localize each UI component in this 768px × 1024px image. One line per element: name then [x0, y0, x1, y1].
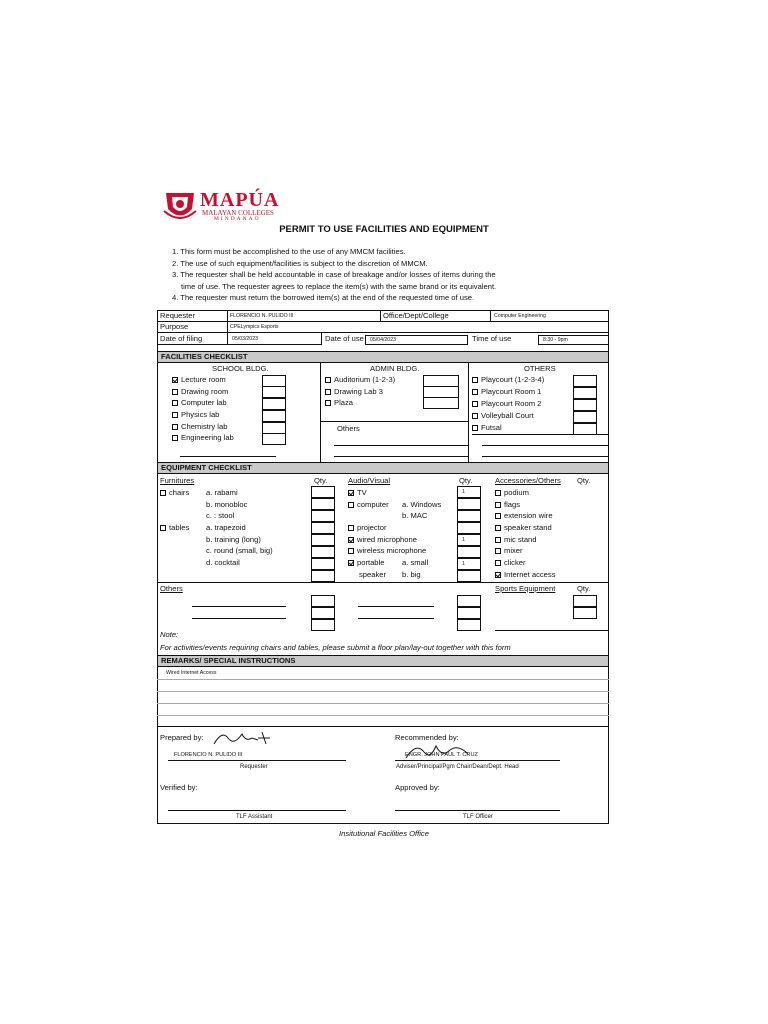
- use-value[interactable]: 05/04/2023: [370, 337, 396, 343]
- acc-heading: Accessories/Others: [495, 476, 561, 485]
- others-list: [472, 375, 544, 435]
- chairs-option[interactable]: chairs: [160, 488, 189, 497]
- remarks-header: REMARKS/ SPECIAL INSTRUCTIONS: [157, 655, 609, 667]
- rule-item: 3. The requester shall be held accountable in case of breakage and/or losses of items during the: [172, 270, 496, 279]
- checkbox-icon[interactable]: [495, 490, 501, 496]
- recommended-name: ENGR. JOHN PAUL T. CRUZ: [405, 752, 478, 758]
- checkbox-icon[interactable]: [160, 490, 166, 496]
- acc-podium[interactable]: podium: [495, 488, 556, 500]
- equip-others-label: Others: [160, 584, 183, 593]
- facility-playcourt-room-1[interactable]: Playcourt Room 1: [472, 387, 544, 399]
- acc-internet[interactable]: Internet access: [495, 570, 556, 582]
- facility-drawing-lab-3[interactable]: Drawing Lab 3: [325, 387, 395, 399]
- verified-role: TLF Assistant: [236, 814, 273, 820]
- time-label: Time of use: [472, 334, 512, 343]
- tv-qty[interactable]: 1: [462, 489, 465, 495]
- checkbox-checked-icon[interactable]: [348, 537, 354, 543]
- logo-subtitle: MALAYAN COLLEGES: [202, 209, 274, 217]
- speaker-small: a. small: [402, 558, 429, 567]
- computer-windows: a. Windows: [402, 500, 442, 509]
- checkbox-icon[interactable]: [348, 502, 354, 508]
- checkbox-checked-icon[interactable]: [172, 377, 178, 383]
- purpose-value[interactable]: CPELympics Esports: [230, 324, 279, 330]
- tables-option[interactable]: tables: [160, 523, 189, 532]
- others-heading: OTHERS: [524, 364, 556, 373]
- sports-qty-label: Qty.: [577, 584, 591, 593]
- facility-lecture-room[interactable]: Lecture room: [172, 375, 234, 387]
- time-value[interactable]: 8:30 - 9pm: [543, 337, 568, 343]
- facility-engineering-lab[interactable]: Engineering lab: [172, 433, 234, 445]
- speaker-small-qty[interactable]: 1: [462, 561, 465, 567]
- table-item: a. trapezoid: [206, 523, 246, 532]
- checkbox-icon[interactable]: [348, 548, 354, 554]
- mapua-logo: [162, 189, 302, 223]
- facility-volleyball-court[interactable]: Volleyball Court: [472, 411, 544, 423]
- form-title: PERMIT TO USE FACILITIES AND EQUIPMENT: [279, 224, 489, 235]
- prepared-label: Prepared by:: [160, 733, 204, 742]
- use-label: Date of use: [325, 334, 364, 343]
- checkbox-icon[interactable]: [472, 413, 478, 419]
- wired-mic-qty[interactable]: 1: [462, 537, 465, 543]
- computer-mac: b. MAC: [402, 511, 428, 520]
- av-qty-label: Qty.: [459, 476, 473, 485]
- acc-extension-wire[interactable]: extension wire: [495, 511, 556, 523]
- footer-office: Insitutional Facilities Office: [339, 829, 429, 838]
- av-portable[interactable]: portable: [348, 558, 384, 567]
- office-label: Office/Dept/College: [383, 311, 449, 320]
- note-label: Note:: [160, 630, 179, 639]
- furnitures-heading: Furnitures: [160, 476, 195, 485]
- acc-list: [495, 488, 556, 582]
- requester-value[interactable]: FLORENCIO N. PULIDO III: [230, 313, 294, 319]
- facility-drawing-room[interactable]: Drawing room: [172, 387, 234, 399]
- admin-list: [325, 375, 395, 410]
- prepared-name: FLORENCIO N. PULIDO III: [174, 752, 243, 758]
- speaker-label: speaker: [359, 570, 387, 579]
- rule-item: time of use. The requester agrees to replace the item(s) with the same brand or its equivalent.: [181, 281, 497, 291]
- checkbox-icon[interactable]: [472, 377, 478, 383]
- facility-futsal[interactable]: Futsal: [472, 423, 544, 435]
- approved-role: TLF Officer: [463, 814, 493, 820]
- recommended-label: Recommended by:: [395, 733, 459, 742]
- logo-subtitle-2: MINDANAO: [214, 216, 261, 222]
- acc-mic-stand[interactable]: mic stand: [495, 535, 556, 547]
- checkbox-icon[interactable]: [348, 525, 354, 531]
- checkbox-checked-icon[interactable]: [348, 490, 354, 496]
- filing-label: Date of filing: [160, 334, 203, 343]
- office-value[interactable]: Computer Engineering: [494, 313, 546, 319]
- acc-flags[interactable]: flags: [495, 500, 556, 512]
- checkbox-icon[interactable]: [495, 560, 501, 566]
- av-wired-mic[interactable]: wired microphone: [348, 535, 417, 544]
- checkbox-icon[interactable]: [172, 400, 178, 406]
- checkbox-icon[interactable]: [160, 525, 166, 531]
- checkbox-icon[interactable]: [495, 513, 501, 519]
- acc-qty-label: Qty.: [577, 476, 591, 485]
- chair-item: a. rabami: [206, 488, 238, 497]
- rules-list: [172, 247, 592, 305]
- checkbox-icon[interactable]: [172, 424, 178, 430]
- verified-label: Verified by:: [160, 783, 198, 792]
- av-projector[interactable]: projector: [348, 523, 387, 532]
- speaker-big: b. big: [402, 570, 421, 579]
- signature-prepared: [212, 728, 272, 750]
- rule-item: 4. The requester must return the borrowed item(s) at the end of the requested time of use.: [172, 293, 475, 302]
- logo-name: MAPÚA: [200, 189, 280, 211]
- admin-heading: ADMIN BLDG.: [370, 364, 420, 373]
- checkbox-icon[interactable]: [172, 435, 178, 441]
- recommended-role: Adviser/Principal/Pgm Chair/Dean/Dept. Head: [396, 764, 519, 770]
- checkbox-checked-icon[interactable]: [348, 560, 354, 566]
- facility-playcourt[interactable]: Playcourt (1-2-3-4): [472, 375, 544, 387]
- checkbox-icon[interactable]: [495, 537, 501, 543]
- checkbox-icon[interactable]: [325, 400, 331, 406]
- av-computer[interactable]: computer: [348, 500, 389, 509]
- facility-physics-lab[interactable]: Physics lab: [172, 410, 234, 422]
- facility-auditorium[interactable]: Auditorium (1-2-3): [325, 375, 395, 387]
- chair-item: c. : stool: [206, 511, 235, 521]
- checkbox-icon[interactable]: [495, 525, 501, 531]
- requester-label: Requester: [160, 311, 196, 320]
- checkbox-icon[interactable]: [472, 425, 478, 431]
- purpose-label: Purpose: [160, 322, 189, 331]
- checkbox-icon[interactable]: [325, 389, 331, 395]
- sports-label: Sports Equipment: [495, 584, 556, 593]
- checkbox-icon[interactable]: [495, 502, 501, 508]
- av-heading: Audio/Visual: [348, 476, 391, 485]
- facility-plaza[interactable]: Plaza: [325, 398, 395, 410]
- checkbox-icon[interactable]: [472, 389, 478, 395]
- furn-qty-label: Qty.: [314, 476, 328, 485]
- equipment-header: EQUIPMENT CHECKLIST: [157, 462, 609, 474]
- note-text: For activities/events requiring chairs and tables, please submit a floor plan/lay-out together with this form: [160, 643, 511, 652]
- school-heading: SCHOOL BLDG.: [212, 364, 269, 373]
- rule-item: 2. The use of such equipment/facilities is subject to the discretion of MMCM.: [172, 258, 428, 268]
- chair-types: [206, 488, 247, 523]
- prepared-role: Requester: [240, 764, 268, 770]
- chair-item: b. monobloc: [206, 499, 248, 509]
- checkbox-icon[interactable]: [472, 401, 478, 407]
- table-item: b. training (long): [206, 534, 261, 544]
- table-types: [206, 523, 273, 570]
- checkbox-icon[interactable]: [325, 377, 331, 383]
- facility-computer-lab[interactable]: Computer lab: [172, 398, 234, 410]
- table-item: d. cocktail: [206, 558, 240, 568]
- acc-speaker-stand[interactable]: speaker stand: [495, 523, 556, 535]
- av-tv[interactable]: TV: [348, 488, 367, 497]
- checkbox-icon[interactable]: [172, 389, 178, 395]
- shield-icon: [162, 189, 198, 223]
- checkbox-checked-icon[interactable]: [495, 572, 501, 578]
- approved-label: Approved by:: [395, 783, 440, 792]
- acc-clicker[interactable]: clicker: [495, 558, 556, 570]
- rule-item: 1. This form must be accomplished to the use of any MMCM facilities.: [172, 247, 406, 256]
- facility-playcourt-room-2[interactable]: Playcourt Room 2: [472, 399, 544, 411]
- school-list: [172, 375, 234, 445]
- acc-mixer[interactable]: mixer: [495, 546, 556, 558]
- filing-value[interactable]: 05/03/2023: [232, 336, 258, 342]
- checkbox-icon[interactable]: [172, 412, 178, 418]
- av-wireless-mic[interactable]: wireless microphone: [348, 546, 426, 555]
- table-item: c. round (small, big): [206, 546, 273, 556]
- admin-others-label: Others: [337, 424, 360, 433]
- facilities-header: FACILITIES CHECKLIST: [157, 351, 609, 363]
- remarks-value[interactable]: Wired Internet Access: [166, 670, 217, 676]
- checkbox-icon[interactable]: [495, 548, 501, 554]
- facility-chemistry-lab[interactable]: Chemistry lab: [172, 422, 234, 434]
